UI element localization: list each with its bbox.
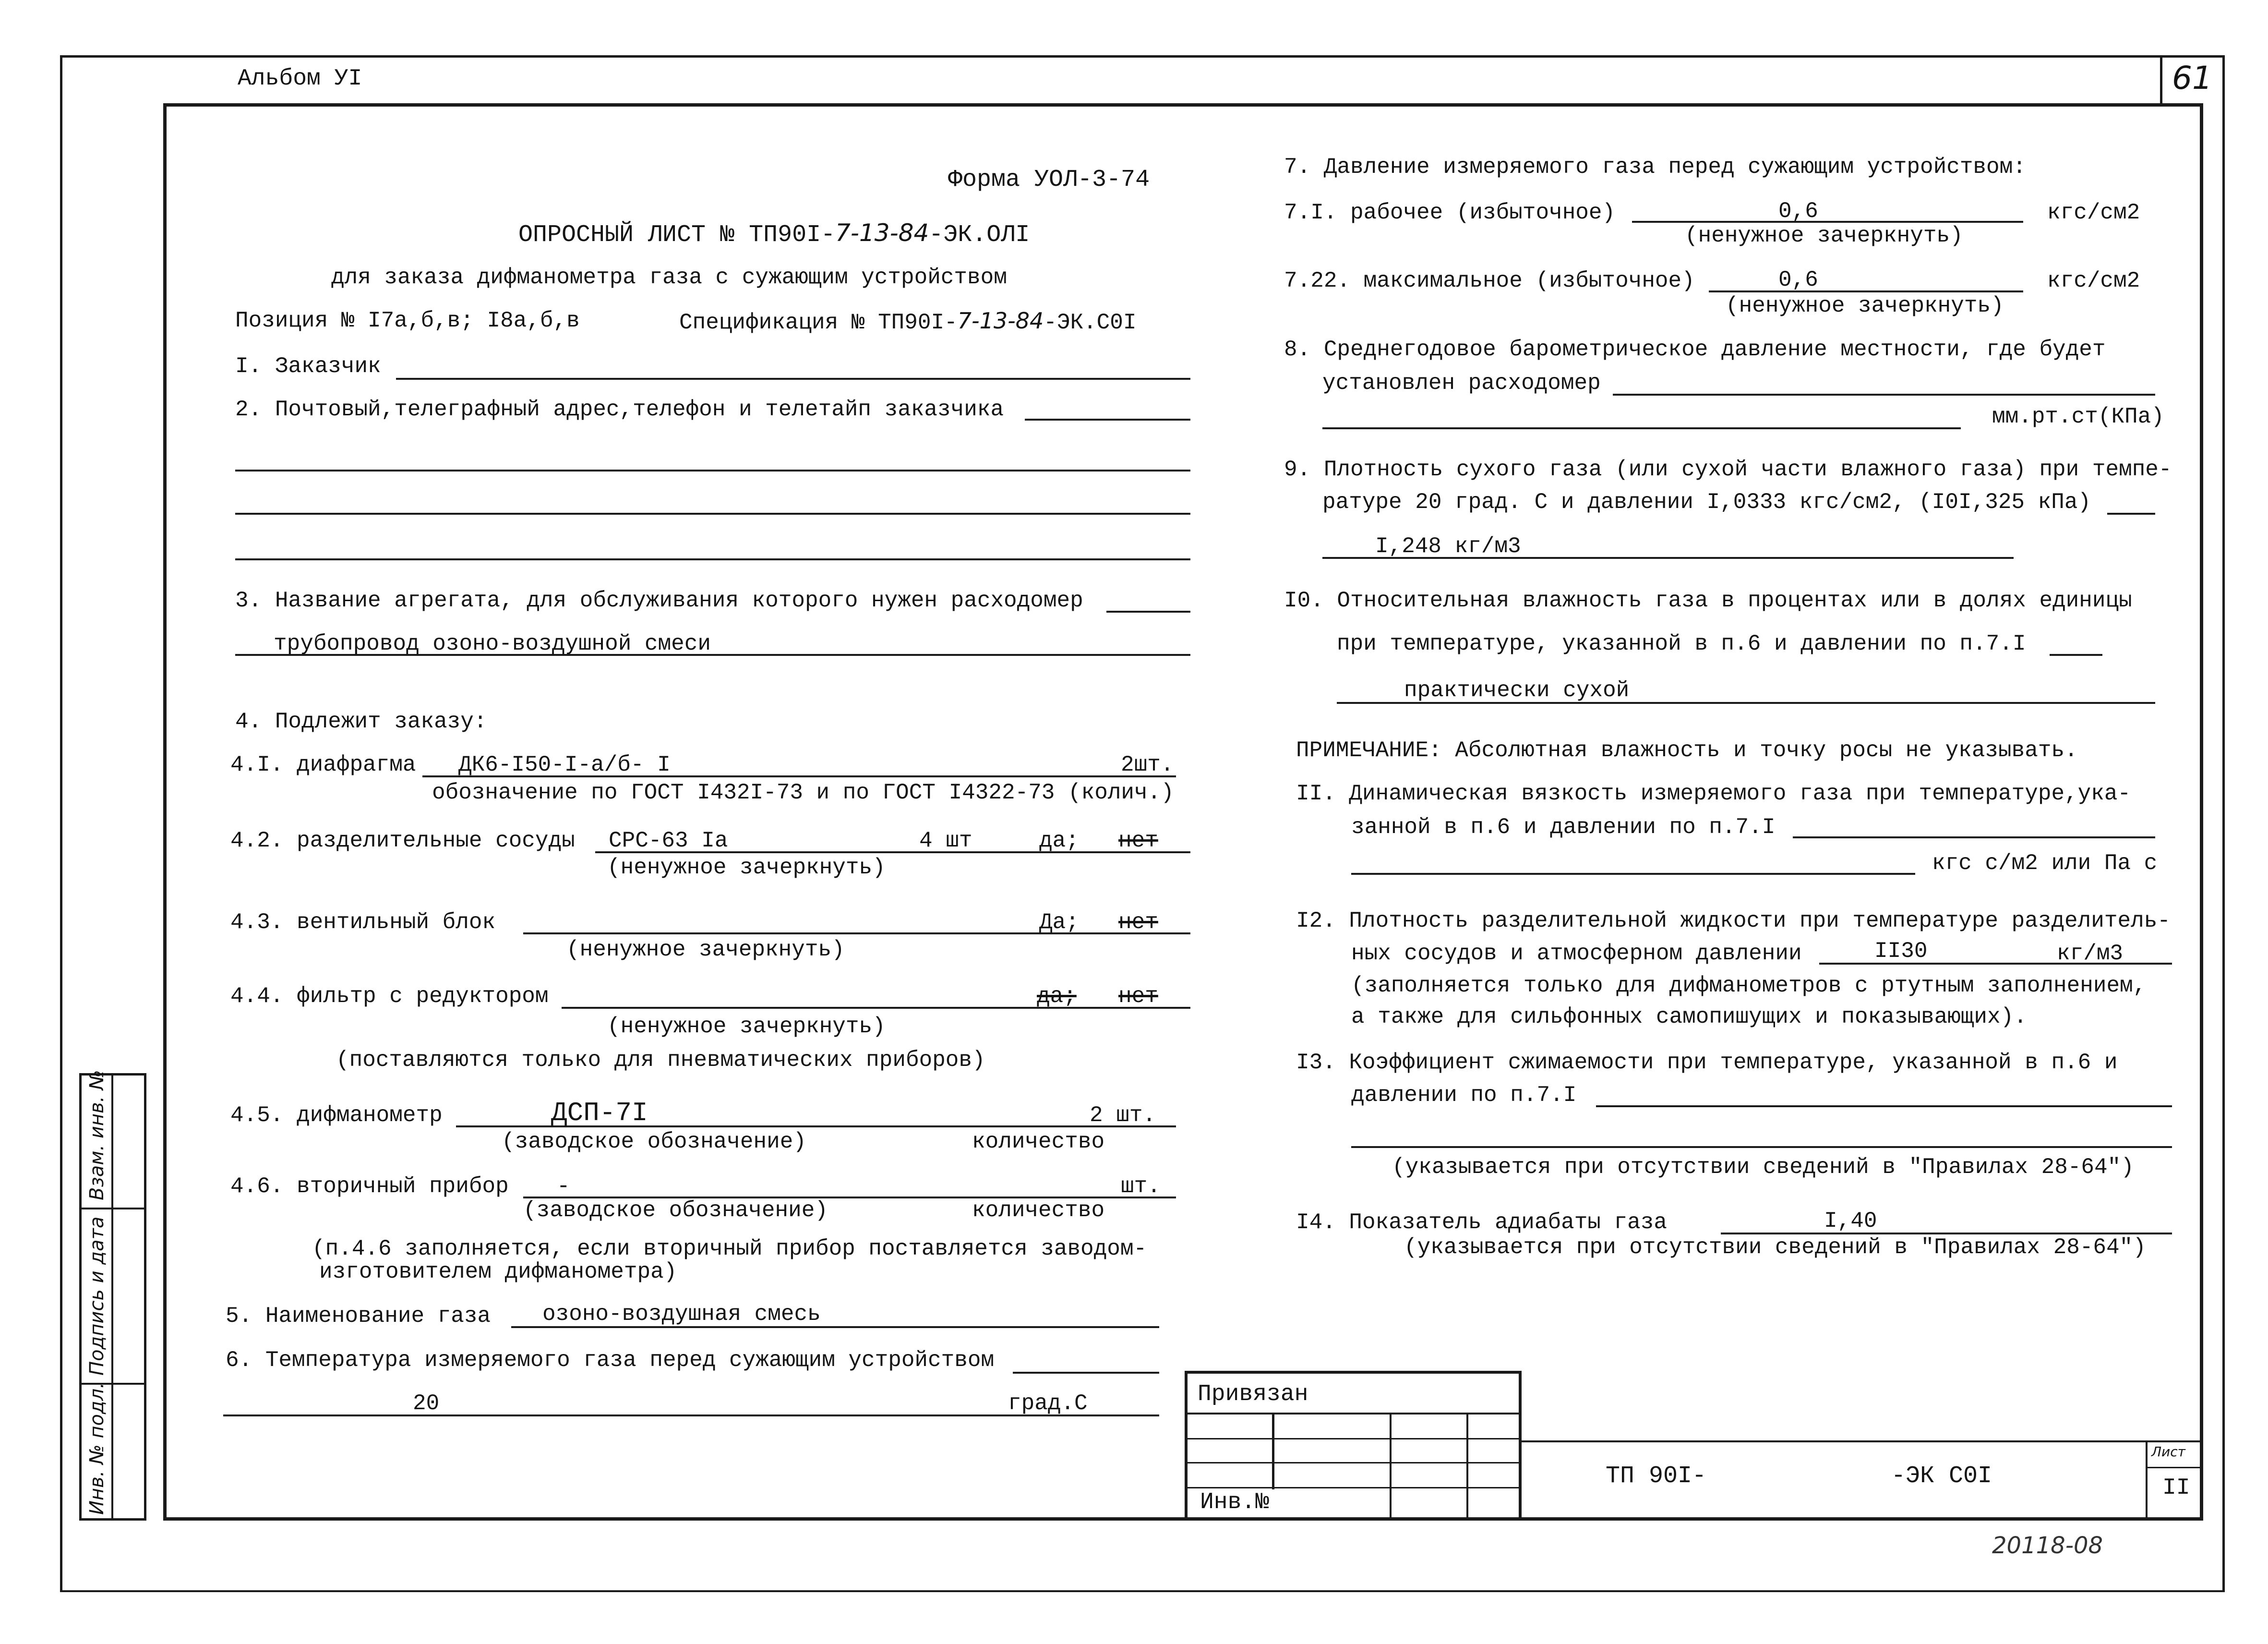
sidebar-divider-h1 <box>79 1208 146 1209</box>
item-6-value: 20 <box>413 1391 440 1416</box>
item-46-note2: изготовителем дифманометра) <box>319 1259 677 1284</box>
item-42-yes: да; <box>1039 828 1079 853</box>
item-9-line1: 9. Плотность сухого газа (или сухой части влажного газа) при темпе- <box>1284 457 2172 482</box>
item-7-pressure: 7. Давление измеряемого газа перед сужающим устройством: <box>1284 155 2026 180</box>
item-12-unit: кг/м3 <box>2057 941 2124 966</box>
item-6-line-1 <box>1013 1372 1159 1374</box>
address-line-4 <box>235 558 1190 560</box>
item-44-yes: да; <box>1037 984 1077 1009</box>
item-72-unit: кгс/см2 <box>2047 268 2140 293</box>
item-12-line3: (заполняется только для дифманометров с ртутным заполнением, <box>1351 973 2147 998</box>
title-block-top <box>1522 1440 2203 1442</box>
item-13-line-b <box>1351 1146 2172 1148</box>
customer-line <box>396 378 1190 380</box>
item-6-temperature: 6. Температура измеряемого газа перед сужающим устройством <box>226 1348 995 1373</box>
item-8-unit: мм.рт.ст(КПа) <box>1992 404 2164 429</box>
item-71-label: 7.I. рабочее (избыточное) <box>1284 200 1616 225</box>
item-9-line-a <box>2107 513 2155 515</box>
form-code: Форма УОЛ-3-74 <box>948 166 1150 193</box>
item-12-line <box>1819 963 2172 965</box>
item-45-value: ДСП-7I <box>551 1098 648 1128</box>
item-13-line-a <box>1596 1105 2172 1107</box>
item-10-line-a <box>2050 654 2102 656</box>
item-13-line1: I3. Коэффициент сжимаемости при температуре, указанной в п.6 и <box>1296 1050 2118 1075</box>
spec-handwritten: 7-13-84 <box>957 308 1044 334</box>
item-45-caption1: (заводское обозначение) <box>502 1129 806 1154</box>
note-text: ПРИМЕЧАНИЕ: Абсолютная влажность и точку росы не указывать. <box>1296 738 2078 763</box>
doc-code-right: -ЭК С0I <box>1891 1463 1992 1490</box>
bottom-code: 20118-08 <box>1992 1532 2103 1559</box>
sidebar-podpis: Подпись и дата <box>86 1216 108 1376</box>
item-14-label: I4. Показатель адиабаты газа <box>1296 1210 1667 1235</box>
unit-line-1 <box>1106 611 1190 613</box>
item-42-line <box>595 851 1190 853</box>
item-72-caption: (ненужное зачеркнуть) <box>1726 293 2004 318</box>
album-label: Альбом УI <box>238 66 362 92</box>
spec-prefix: Спецификация № ТП90I- <box>679 310 958 335</box>
item-41-qty: 2шт. <box>1121 752 1174 777</box>
item-46-caption2: количество <box>972 1198 1105 1223</box>
item-42-value: СРС-63 Iа <box>609 828 728 853</box>
item-44-no: нет <box>1118 984 1158 1009</box>
item-41-line <box>422 775 1176 777</box>
frame-bottom-line <box>60 1590 2225 1592</box>
title-prefix: ОПРОСНЫЙ ЛИСТ № ТП90I- <box>518 221 836 249</box>
position-text: Позиция № I7а,б,в; I8а,б,в <box>235 308 580 333</box>
item-43-label: 4.3. вентильный блок <box>230 910 496 935</box>
item-11-line1: II. Динамическая вязкость измеряемого газа при температуре,ука- <box>1296 781 2131 806</box>
item-12-line2: ных сосудов и атмосферном давлении <box>1351 941 1802 966</box>
sidebar-inv-podl: Инв. № подл. <box>86 1382 108 1515</box>
item-12-line4: а также для сильфонных самопишущих и показывающих). <box>1351 1004 2027 1029</box>
item-11-line2: занной в п.6 и давлении по п.7.I <box>1351 815 1776 840</box>
title-suffix: -ЭК.ОЛI <box>929 221 1030 249</box>
item-42-qty: 4 шт <box>919 828 972 853</box>
item-5-line-1 <box>511 1326 1090 1328</box>
doc-code-left: ТП 90I- <box>1606 1463 1707 1490</box>
item-13-line2: давлении по п.7.I <box>1351 1083 1577 1108</box>
item-46-note1: (п.4.6 заполняется, если вторичный прибор поставляется заводом- <box>312 1236 1147 1261</box>
item-4-order: 4. Подлежит заказу: <box>235 709 487 734</box>
item-71-unit: кгс/см2 <box>2047 200 2140 225</box>
item-44-caption: (ненужное зачеркнуть) <box>607 1014 886 1039</box>
item-43-caption: (ненужное зачеркнуть) <box>566 937 845 962</box>
item-45-caption2: количество <box>972 1129 1105 1154</box>
item-43-yes: Да; <box>1039 910 1079 935</box>
item-14-line <box>1721 1233 2172 1234</box>
item-42-caption: (ненужное зачеркнуть) <box>607 855 886 880</box>
item-46-label: 4.6. вторичный прибор <box>230 1174 509 1199</box>
item-8-line1: 8. Среднегодовое барометрическое давление местности, где будет <box>1284 337 2106 362</box>
item-72-label: 7.22. максимальное (избыточное) <box>1284 268 1695 293</box>
item-45-line <box>456 1125 1176 1127</box>
sheet-number: II <box>2162 1475 2190 1501</box>
item-5-gas-name: 5. Наименование газа <box>226 1304 491 1329</box>
sheet-label: Лист <box>2151 1444 2185 1460</box>
sidebar-vzam: Взам. инв. № <box>86 1070 108 1200</box>
page-number: 61 <box>2172 60 2212 97</box>
item-8-line-a <box>1613 394 2155 396</box>
spec-suffix: -ЭК.С0I <box>1044 310 1137 335</box>
stamp-row-4 <box>1185 1487 1522 1488</box>
item-45-qty: 2 шт. <box>1090 1103 1156 1128</box>
stamp-col-2 <box>1390 1413 1392 1521</box>
item-71-caption: (ненужное зачеркнуть) <box>1685 223 1963 248</box>
stamp-inv: Инв.№ <box>1200 1489 1270 1515</box>
item-9-line-b <box>1322 557 2014 559</box>
stamp-col-1 <box>1272 1413 1274 1489</box>
item-14-note: (указывается при отсутствии сведений в "Правилах 28-64") <box>1404 1235 2146 1260</box>
address-line-2 <box>235 470 1190 471</box>
item-5-line-2 <box>1063 1326 1159 1328</box>
item-44-line <box>562 1007 1190 1009</box>
item-3-value: трубопровод озоно-воздушной смеси <box>274 631 711 656</box>
item-43-line <box>523 932 1190 934</box>
item-9-value: I,248 кг/м3 <box>1375 534 1521 559</box>
item-11-line-a <box>1793 836 2155 838</box>
item-72-line <box>1709 290 2023 292</box>
item-71-line <box>1632 221 2023 223</box>
item-42-no: нет <box>1118 828 1158 853</box>
stamp-col-3 <box>1466 1413 1468 1521</box>
specification-text <box>679 310 1136 334</box>
item-12-line1: I2. Плотность разделительной жидкости при температуре разделитель- <box>1296 908 2171 933</box>
item-41-caption: обозначение по ГОСТ I432I-73 и по ГОСТ I4322-73 (колич.) <box>432 780 1174 805</box>
form-title <box>518 221 1030 247</box>
item-8-line2: установлен расходомер <box>1322 371 1601 396</box>
item-44-note: (поставляются только для пневматических приборов) <box>336 1048 985 1073</box>
sidebar-divider-v <box>111 1073 113 1521</box>
form-subtitle: для заказа дифманометра газа с сужающим устройством <box>331 265 1007 290</box>
item-3-unit: 3. Название агрегата, для обслуживания которого нужен расходомер <box>235 588 1083 613</box>
item-46-value: - <box>557 1174 570 1199</box>
item-5-value: озоно-воздушная смесь <box>542 1302 821 1327</box>
title-handwritten: 7-13-84 <box>835 219 929 247</box>
stamp-row-2 <box>1185 1438 1522 1439</box>
item-44-label: 4.4. фильтр с редуктором <box>230 984 549 1009</box>
item-12-value: II30 <box>1874 939 1928 964</box>
address-line-1 <box>1025 419 1190 421</box>
stamp-privyazan: Привязан <box>1198 1381 1308 1407</box>
item-8-line-b <box>1322 427 1961 429</box>
item-11-unit: кгс с/м2 или Па с <box>1932 851 2158 876</box>
item-72-value: 0,6 <box>1778 267 1818 292</box>
item-45-label: 4.5. дифманометр <box>230 1103 443 1128</box>
item-10-line1: I0. Относительная влажность газа в процентах или в долях единицы <box>1284 588 2132 613</box>
item-14-value: I,40 <box>1824 1209 1877 1233</box>
item-41-value: ДК6-I50-I-а/б- I <box>458 752 671 777</box>
title-block-list-line <box>2146 1467 2203 1468</box>
item-13-note: (указывается при отсутствии сведений в "Правилах 28-64") <box>1392 1155 2134 1180</box>
unit-line-2 <box>235 654 1190 656</box>
item-41-label: 4.I. диафрагма <box>230 752 416 777</box>
item-10-line2: при температуре, указанной в п.6 и давлении по п.7.I <box>1337 631 2026 656</box>
stamp-row-1 <box>1185 1413 1522 1414</box>
item-9-line2: ратуре 20 град. С и давлении I,0333 кгс/см2, (I0I,325 кПа) <box>1322 490 2091 515</box>
address-line-3 <box>235 513 1190 515</box>
item-2-address: 2. Почтовый,телеграфный адрес,телефон и телетайп заказчика <box>235 397 1004 422</box>
item-10-value: практически сухой <box>1404 678 1630 703</box>
item-46-qty: шт. <box>1121 1174 1161 1199</box>
item-46-caption1: (заводское обозначение) <box>523 1198 828 1223</box>
item-10-line-b <box>1337 702 2155 704</box>
item-42-label: 4.2. разделительные сосуды <box>230 828 575 853</box>
item-71-value: 0,6 <box>1778 199 1818 224</box>
item-43-no: нет <box>1118 910 1158 935</box>
title-block-list-sep <box>2146 1440 2148 1521</box>
item-6-unit: град.С <box>1008 1391 1088 1416</box>
item-6-line-2 <box>223 1414 1159 1416</box>
item-1-customer: I. Заказчик <box>235 354 381 379</box>
stamp-row-3 <box>1185 1462 1522 1463</box>
item-11-line-b <box>1351 873 1915 875</box>
